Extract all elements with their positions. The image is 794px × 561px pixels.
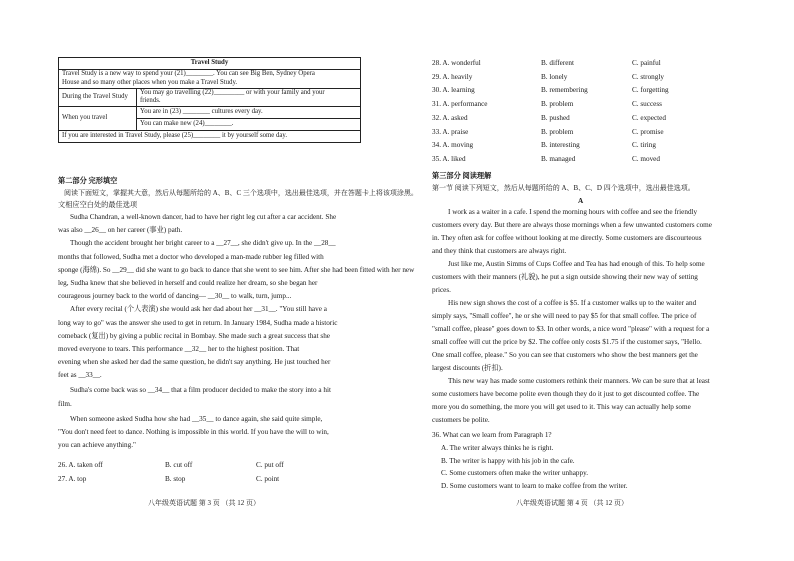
q33-option-b[interactable]: B. problem (541, 127, 574, 136)
q33-option-c[interactable]: C. promise (632, 127, 664, 136)
passage-line: After every recital (个人表演) she would ask her dad about her __31__. "You still have a (70, 305, 327, 314)
table-row1-text (137, 88, 361, 107)
passage-line: His new sign shows the cost of a coffee is $5. If a customer walks up to the waiter and (448, 299, 697, 307)
question-36: 36. What can we learn from Paragraph 1? (432, 431, 552, 439)
passage-line: evening when she asked her dad the same question, he didn't say anything. He just touched her (58, 358, 331, 367)
table-intro (59, 70, 361, 89)
q29-option-a[interactable]: 29. A. heavily (432, 72, 473, 81)
passage-line: film. (58, 399, 72, 408)
table-row1-line-2: friends. (140, 97, 161, 105)
passage-line: customers every day. But there are always those mornings when a few unwanted customers come (432, 221, 712, 229)
q28-option-c[interactable]: C. painful (632, 59, 661, 67)
passage-line: comeback (复出) by giving a public recital in Bombay. She made such a great success that she (58, 331, 330, 340)
q28-option-b[interactable]: B. different (541, 59, 574, 67)
passage-line: moved everyone to tears. This performance __32__ her to the highest position. That (58, 345, 300, 353)
passage-line: Sudha's come back was so __34__ that a film producer decided to make the story into a hit (70, 386, 331, 395)
q34-option-a[interactable]: 34. A. moving (432, 141, 474, 150)
passage-line: prices. (432, 286, 451, 294)
passage-line: some customers have become polite even though they do it just to get discounted coffee. The (432, 390, 700, 398)
table-title: Travel Study (59, 58, 361, 70)
table-row2-text1: You are in (23) ________ cultures every day. (137, 107, 361, 119)
table-footer: If you are interested in Travel Study, please (25)________ it by yourself some day. (59, 131, 361, 143)
q34-option-b[interactable]: B. interesting (541, 141, 580, 150)
section-cloze-title: 第二部分 完形填空 (58, 177, 118, 185)
passage-letter: A (578, 197, 584, 205)
table-intro-line-2: House and so many other places when you make a Travel Study. (62, 78, 238, 86)
q26-option-c[interactable]: C. put off (256, 461, 284, 469)
q29-option-c[interactable]: C. strongly (632, 72, 664, 81)
cloze-instructions-1: 阅读下面短文，掌握其大意，然后从每题所给的 A、B、C 三个选项中，选出最佳选项，并在答题卡上将该项涂黑。 (64, 189, 418, 197)
q36-option-a[interactable]: A. The writer always thinks he is right. (441, 444, 554, 452)
passage-line: Though the accident brought her bright career to a __27__, she didn't give up. In the __28__ (70, 239, 336, 248)
q32-option-a[interactable]: 32. A. asked (432, 113, 468, 122)
passage-line: customers be polite. (432, 416, 490, 424)
passage-line: "You don't need feet to dance. Nothing is impossible in this world. If you have the will to win, (58, 427, 329, 436)
table-intro-line-1: Travel Study is a new way to spend your (21)________. You can see Big Ben, Sydney Opera (62, 70, 315, 77)
q26-option-b[interactable]: B. cut off (165, 461, 193, 469)
passage-line: months that followed, Sudha met a doctor who developed a man-made rubber leg filled with (58, 252, 324, 261)
passage-line: One small coffee, please." So you can see that customers who show the best manners get the (432, 351, 698, 359)
passage-line: more you do something, the more you will get used to it. This way can actually help some (432, 403, 691, 411)
q32-option-c[interactable]: C. expected (632, 113, 666, 122)
reading-instructions: 第一节 阅读下列短文，然后从每题所给的 A、B、C、D 四个选项中，选出最佳选项。 (432, 184, 695, 192)
q31-option-b[interactable]: B. problem (541, 100, 574, 109)
q27-option-a[interactable]: 27. A. top (58, 475, 87, 483)
right-page-footer: 八年级英语试题 第 4 页 （共 12 页） (516, 499, 628, 507)
q27-option-b[interactable]: B. stop (165, 475, 186, 483)
passage-line: in. They often ask for coffee without looking at me directly. Some customers are discourteous (432, 234, 702, 242)
q32-option-b[interactable]: B. pushed (541, 113, 570, 122)
q35-option-c[interactable]: C. moved (632, 154, 660, 163)
passage-line: I work as a waiter in a cafe. I spend the morning hours with coffee and see the friendly (448, 208, 698, 216)
passage-line: simply says, "Small coffee", he or she will need to pay $5 for that small coffee. The price of (432, 312, 697, 320)
passage-line: Just like me, Austin Simms of Cups Coffee and Tea has had enough of this. To help some (448, 260, 705, 268)
q29-option-b[interactable]: B. lonely (541, 72, 568, 81)
passage-line: you can achieve anything." (58, 441, 136, 449)
passage-line: largest discounts (折扣). (432, 364, 503, 372)
section-reading-title: 第三部分 阅读理解 (432, 172, 492, 180)
passage-line: long way to go" was the answer she used to get in return. In January 1984, Sudha made a historic (58, 318, 338, 327)
q33-option-a[interactable]: 33. A. praise (432, 127, 469, 136)
q35-option-b[interactable]: B. managed (541, 154, 576, 163)
cloze-instructions-2: 文相应空白处的最佳选项 (58, 201, 138, 209)
table-row2-label: When you travel (59, 107, 137, 131)
q31-option-c[interactable]: C. success (632, 100, 662, 109)
q27-option-c[interactable]: C. point (256, 475, 280, 483)
q34-option-c[interactable]: C. tiring (632, 141, 656, 150)
passage-line: customers with their manners (礼貌), he put a sign outside showing their new way of setting (432, 273, 698, 281)
table-row1-line-1: You may go travelling (22)_________ or with your family and your (140, 88, 325, 96)
q30-option-c[interactable]: C. forgetting (632, 86, 669, 95)
travel-study-table (58, 57, 361, 143)
q28-option-a[interactable]: 28. A. wonderful (432, 59, 481, 67)
q35-option-a[interactable]: 35. A. liked (432, 154, 466, 163)
q30-option-b[interactable]: B. remembering (541, 86, 588, 95)
q36-option-d[interactable]: D. Some customers want to learn to make coffee from the writer. (441, 481, 628, 490)
passage-line: This new way has made some customers rethink their manners. We can be sure that at least (448, 377, 710, 385)
table-row2-text2: You can make new (24)________. (137, 119, 361, 131)
table-row1-label: During the Travel Study (59, 88, 137, 107)
left-page-footer: 八年级英语试题 第 3 页 （共 12 页） (148, 499, 260, 507)
q36-option-b[interactable]: B. The writer is happy with his job in the cafe. (441, 456, 575, 465)
passage-line: courageous journey back to the world of dancing— __30__ to walk, turn, jump... (58, 292, 292, 301)
passage-line: feet as __33__. (58, 371, 102, 380)
q26-option-a[interactable]: 26. A. taken off (58, 461, 103, 469)
passage-line: sponge (海绵). So __29__ did she want to go back to dance that she went to see him. After she had been fitted with her new (58, 265, 415, 274)
passage-line: was also __26__ on her career (事业) path. (58, 226, 183, 235)
q36-option-c[interactable]: C. Some customers often make the writer unhappy. (441, 469, 589, 477)
passage-line: Sudha Chandran, a well-known dancer, had to have her right leg cut after a car accident. She (70, 213, 337, 221)
passage-line: When someone asked Sudha how she had __35__ to dance again, she said quite simple, (70, 414, 323, 423)
q31-option-a[interactable]: 31. A. performance (432, 100, 488, 109)
passage-line: leg, Sudha knew that she believed in herself and could realize her dream, so she began her (58, 279, 318, 287)
passage-line: "small coffee, please" goes down to $3. In other words, a nice word "please" with a request for a (432, 325, 710, 333)
q30-option-a[interactable]: 30. A. learning (432, 86, 475, 95)
passage-line: small coffee will cut the price by $2. The coffee only costs $1.75 if the customer says, "Hello. (432, 338, 702, 346)
passage-line: and they think that customers are always right. (432, 247, 567, 255)
